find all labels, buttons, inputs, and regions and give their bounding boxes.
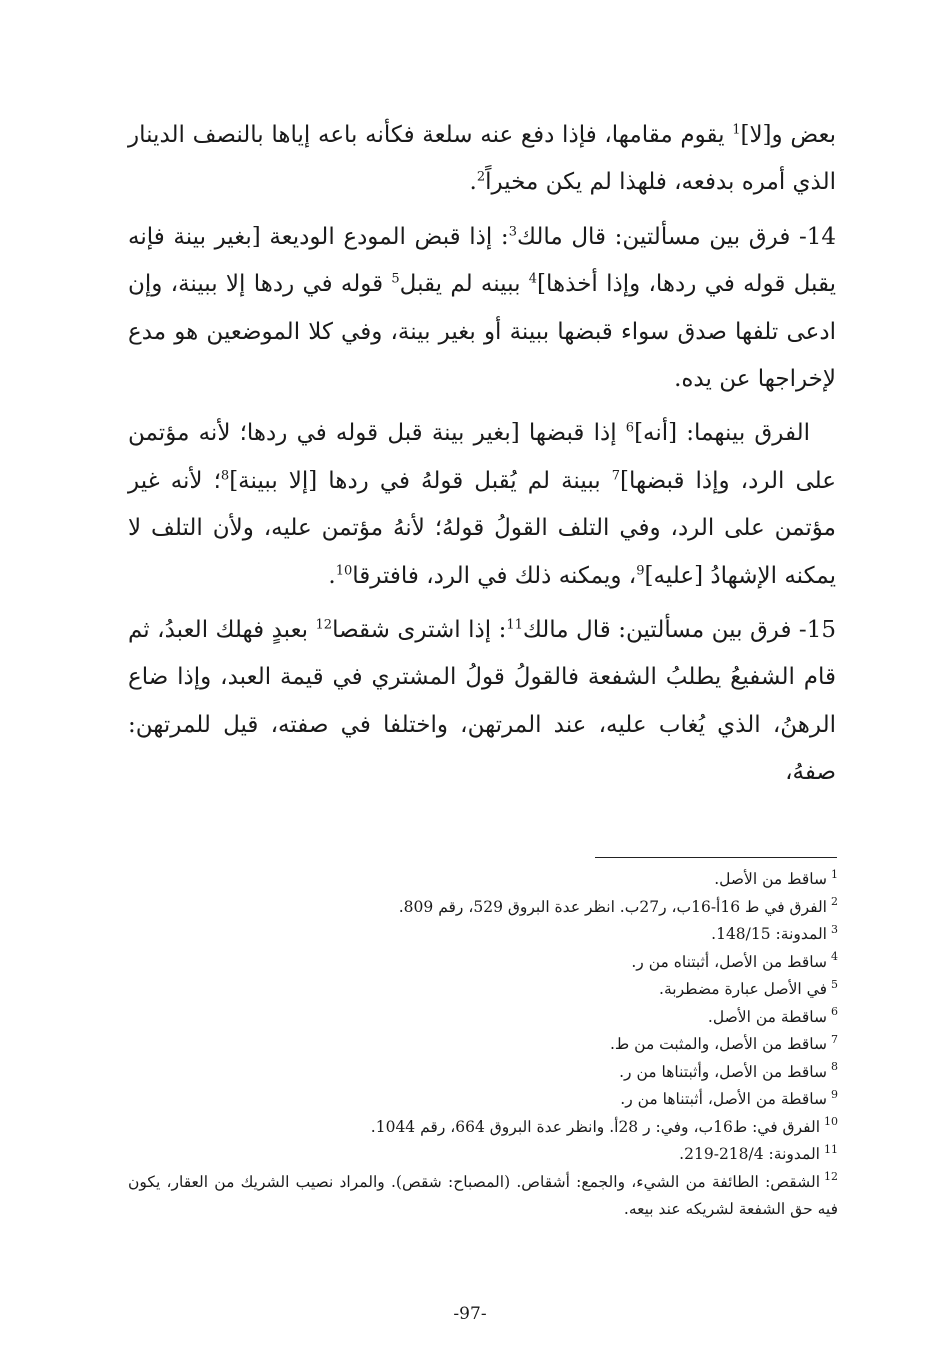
footnote-marker: 1 <box>732 122 741 138</box>
footnote <box>128 1004 838 1032</box>
text-run: بعبدٍ فهلك العبدُ، ثم قام الشفيعُ يطلبُ الشفعة فالقولُ قولُ المشتري في قيمة العبد، وإذا ضاع الرهنُ، الذي يُغاب عليه، عند المرتهن، واختلفا في صفته، قيل للمرتهن: صفهُ، <box>128 617 836 786</box>
text-run: ؛ لأنه غير مؤتمن على الرد، وفي التلف القولُ قولهُ؛ لأنهُ مؤتمن عليه، ولأن التلف لا يمكنه الإشهادُ [عليه] <box>128 467 836 589</box>
text-run: ، ويمكنه ذلك في الرد، فافترقا <box>352 562 637 589</box>
footnote-marker: 6 <box>625 420 635 436</box>
text-run: يقوم مقامها، فإذا دفع عنه سلعة فكأنه باعه إياها بالنصف الدينار الذي أمره بدفعه، فلهذا لم يكن مخيراً <box>128 122 836 196</box>
text-run: قوله في ردها إلا ببينة، وإن ادعى تلفها صدق سواء قبضها ببينة أو بغير بينة، وفي كلا الموضعين هو مدع لإخراجها عن يده. <box>128 271 836 393</box>
footnote-number: 1 <box>831 867 838 881</box>
footnote-text: ساقط من الأصل، أثبتناه من ر. <box>631 952 827 971</box>
footnote <box>128 949 838 977</box>
footnote <box>128 894 838 922</box>
footnote <box>128 866 838 894</box>
footnote-number: 6 <box>831 1005 838 1019</box>
footnote-number: 12 <box>824 1170 838 1184</box>
footnote-number: 4 <box>831 950 838 964</box>
main-text <box>128 112 836 804</box>
text-run: إذا قبضها [بغير بينة قبل قوله في ردها؛ لأنه مؤتمن على الرد، وإذا قبضها] <box>128 420 836 494</box>
footnote-text: ساقط من الأصل، وأثبتناها من ر. <box>619 1062 827 1081</box>
footnote-number: 2 <box>831 895 838 909</box>
footnote <box>128 976 838 1004</box>
footnote-number: 3 <box>831 922 838 936</box>
text-run: 14- فرق بين مسألتين: قال مالك <box>516 223 837 250</box>
footnote-separator <box>595 857 837 858</box>
footnote <box>128 1059 838 1087</box>
footnote-text: المدونة: 148/15. <box>711 925 827 943</box>
footnote <box>128 1086 838 1114</box>
footnotes <box>128 866 838 1224</box>
footnote-number: 8 <box>831 1060 838 1074</box>
footnote-marker: 4 <box>528 271 538 287</box>
text-run: الفرق بينهما: [أنه] <box>634 420 810 447</box>
footnote-marker: 12 <box>315 617 333 633</box>
footnote-text: ساقطة من الأصل، أثبتناها من ر. <box>620 1090 827 1108</box>
paragraph <box>128 112 836 207</box>
text-run: 15- فرق بين مسألتين: قال مالك <box>522 617 836 644</box>
footnote-number: 7 <box>831 1032 838 1046</box>
footnote-marker: 2 <box>476 169 486 185</box>
footnote-text: ساقط من الأصل. <box>714 870 827 888</box>
footnote-number: 5 <box>831 977 838 991</box>
footnote <box>128 921 838 949</box>
footnote-number: 10 <box>824 1115 838 1129</box>
paragraph-masala-14 <box>128 214 836 404</box>
footnote-marker: 11 <box>506 617 523 633</box>
footnote-text: الشقص: الطائفة من الشيء، والجمع: أشقاص. (المصباح: شقص). والمراد نصيب الشريك من العقار، يكون فيه حق الشفعة لشريكه عند بيعه. <box>128 1172 838 1218</box>
footnote-text: ساقط من الأصل، والمثبت من ط. <box>609 1035 827 1053</box>
text-run: ببينة لم يُقبل قولهُ في ردها [إلا ببينة] <box>229 467 612 494</box>
text-run: . <box>328 562 336 589</box>
footnote <box>128 1141 838 1169</box>
page-number: -97- <box>453 1304 487 1324</box>
footnote-text: في الأصل عبارة مضطربة. <box>659 980 827 998</box>
text-run: بعض و[لا] <box>740 122 836 148</box>
footnote-marker: 7 <box>611 468 620 484</box>
footnote-text: المدونة: 218/4-219. <box>679 1145 820 1163</box>
text-run: : إذا قبض المودع الوديعة [بغير بينة فإنه يقبل قوله في ردها، وإذا أخذها] <box>128 223 836 298</box>
footnote-number: 9 <box>831 1087 838 1101</box>
footnote-text: ساقطة من الأصل. <box>707 1007 827 1026</box>
footnote <box>128 1031 838 1059</box>
paragraph-farq-14 <box>128 410 836 600</box>
footnote-marker: 5 <box>391 271 400 287</box>
footnote-marker: 3 <box>508 224 517 240</box>
paragraph-masala-15 <box>128 607 836 797</box>
footnote-number: 11 <box>824 1142 838 1156</box>
text-run: ببينه لم يقبل <box>399 271 529 298</box>
footnote-marker: 10 <box>335 563 353 578</box>
footnote-text: الفرق في ط 16أ-16ب، ر27ب. انظر عدة البروق 529، رقم 809. <box>398 897 827 916</box>
footnote <box>128 1169 838 1224</box>
footnote-marker: 9 <box>636 563 645 578</box>
footnote-text: الفرق في: ط16ب، وفي: ر 28أ. وانظر عدة البروق 664، رقم 1044. <box>370 1117 820 1136</box>
footnote-marker: 8 <box>220 468 230 484</box>
text-run: . <box>469 169 477 196</box>
footnote <box>128 1114 838 1142</box>
text-run: : إذا اشترى شقصا <box>332 617 507 644</box>
